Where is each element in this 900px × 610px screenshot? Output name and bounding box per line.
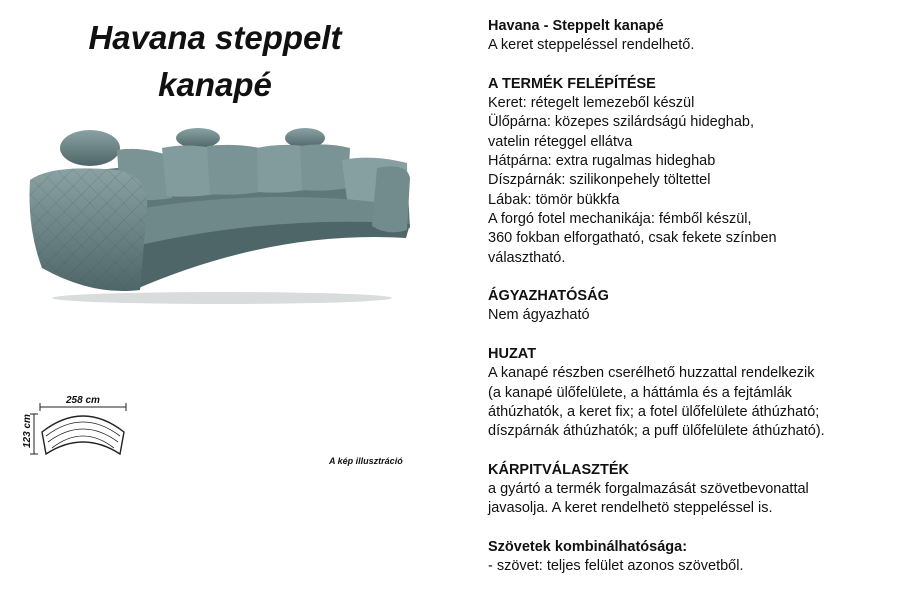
- section-line: a gyártó a termék forgalmazását szövetbevonattal: [488, 481, 809, 498]
- section-cover: [488, 345, 893, 441]
- section-bedding: [488, 287, 893, 326]
- section-line: Hátpárna: extra rugalmas hideghab: [488, 153, 716, 170]
- page-title: [40, 14, 390, 108]
- section-line: Ülőpárna: közepes szilárdságú hideghab,: [488, 114, 755, 131]
- section-fabric-combination: [488, 538, 893, 577]
- dimension-width: 258 cm: [66, 395, 100, 406]
- section-line: áthúzhatók, a keret fix; a fotel ülőfelülete áthúzható;: [488, 403, 820, 420]
- section-line: díszpárnák áthúzhatók; a puff ülőfelülete áthúzható).: [488, 423, 825, 440]
- section-line: - szövet: teljes felület azonos szövetből.: [488, 558, 744, 575]
- section-line: Lábak: tömör bükkfa: [488, 191, 620, 208]
- section-line: 360 fokban elforgatható, csak fekete színben: [488, 230, 777, 247]
- section-line: A keret steppeléssel rendelhető.: [488, 37, 695, 54]
- title-line-1: Havana steppelt: [88, 19, 342, 56]
- section-line: javasolja. A keret rendelhetö steppeléssel is.: [488, 500, 773, 517]
- section-heading: KÁRPITVÁLASZTÉK: [488, 461, 629, 478]
- title-line-2: kanapé: [158, 66, 272, 103]
- section-line: választható.: [488, 249, 566, 266]
- section-heading: HUZAT: [488, 346, 537, 363]
- section-line: Keret: rétegelt lemezeből készül: [488, 95, 695, 112]
- specification-text: [488, 17, 893, 596]
- image-caption: A kép illusztráció: [329, 456, 403, 466]
- sofa-image: [22, 118, 422, 308]
- section-heading: Szövetek kombinálhatósága:: [488, 539, 688, 556]
- section-line: Nem ágyazható: [488, 307, 590, 324]
- section-line: A kanapé részben cserélhető huzzattal rendelkezik: [488, 365, 815, 382]
- section-heading: Havana - Steppelt kanapé: [488, 18, 664, 34]
- section-upholstery: [488, 461, 893, 519]
- section-heading: A TERMÉK FELÉPÍTÉSE: [488, 75, 656, 92]
- section-heading: ÁGYAZHATÓSÁG: [488, 288, 609, 305]
- section-line: vatelin réteggel ellátva: [488, 133, 633, 150]
- section-intro: [488, 17, 893, 56]
- section-construction: [488, 75, 893, 268]
- section-line: Díszpárnák: szilikonpehely töltettel: [488, 172, 711, 189]
- dimension-depth: 123 cm: [22, 414, 33, 448]
- section-line: (a kanapé ülőfelülete, a háttámla és a fejtámlák: [488, 384, 792, 401]
- section-line: A forgó fotel mechanikája: fémből készül,: [488, 210, 752, 227]
